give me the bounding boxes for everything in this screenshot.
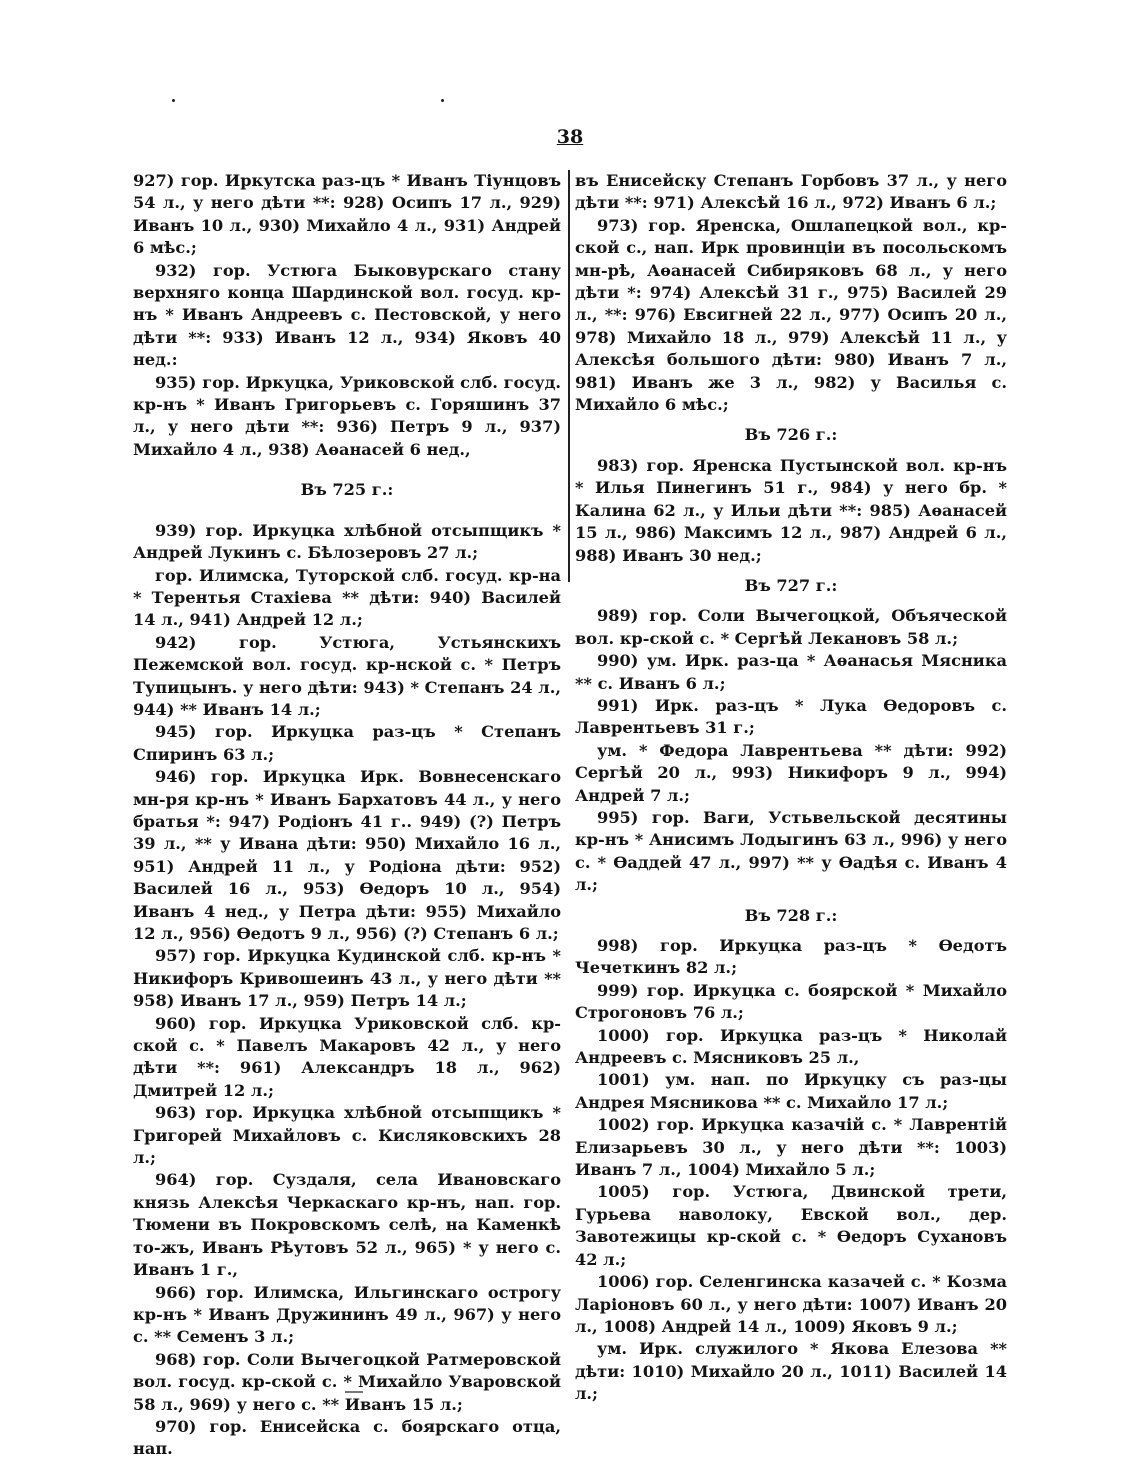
entry-paragraph: 989) гор. Соли Вычегоцкой, Объяческой вол. кр-ской с. * Сергѣй Лекановъ 58 л.; [575,606,1007,648]
entry-paragraph: 932) гор. Устюга Быковурскаго стану верхняго конца Шардинской вол. госуд. кр-нъ * Иванъ Андреевъ с. Пестовской, у него дѣти **: 933) Иванъ 12 л., 934) Яковъ 40 нед.: [133,260,561,370]
year-heading: Въ 728 г.: [744,905,838,925]
year-heading: Въ 727 г.: [744,575,838,595]
entry-paragraph: ум. Ирк. служилого * Якова Елезова ** дѣти: 1010) Михайло 20 л., 1011) Василей 14 л.; [575,1339,1007,1404]
entry-paragraph: 1001) ум. нап. по Иркуцку съ раз-цы Андрея Мясникова ** с. Михайло 17 л.; [575,1070,1007,1112]
entry-paragraph: 1000) гор. Иркуцка раз-цъ * Николай Андреевъ с. Мясниковъ 25 л., [575,1025,1007,1068]
entry-paragraph: 990) ум. Ирк. раз-ца * Аѳанасья Мясника ** с. Иванъ 6 л.; [575,651,1007,693]
entry-paragraph: ум. * Федора Лаврентьева ** дѣти: 992) Сергѣй 20 л., 993) Никифоръ 9 л., 994) Андрей 7 л.; [575,740,1007,805]
entry-paragraph: 939) гор. Иркуцка хлѣбной отсыпщикъ * Андрей Лукинъ с. Бѣлозеровъ 27 л.; [133,520,561,563]
right-column [575,170,1007,1406]
entry-paragraph: 964) гор. Суздаля, села Ивановскаго князь Алексѣя Черкаскаго кр-нъ, нап. гор. Тюмени въ Покровскомъ селѣ, на Каменкѣ то-жъ, Иванъ Рѣутовъ 52 л., 965) * у него с. Иванъ 1 г., [133,1170,561,1280]
entry-paragraph: 995) гор. Ваги, Устьвельской десятины кр-нъ * Анисимъ Лодыгинъ 63 л., 996) у него с. * Ѳаддей 47 л., 997) ** у Ѳадѣя с. Иванъ 4 л.; [575,807,1007,895]
year-heading: Въ 725 г.: [300,480,394,500]
entry-paragraph: 935) гор. Иркуцка, Уриковской слб. госуд. кр-нъ * Иванъ Григорьевъ с. Горяшинъ 37 л., у него дѣти **: 936) Петръ 9 л., 937) Михайло 4 л., 938) Аѳанасей 6 нед., [133,372,561,459]
entry-paragraph: 963) гор. Иркуцка хлѣбной отсыпщикъ * Григорей Михайловъ с. Кисляковскихъ 28 л.; [133,1103,561,1168]
footer-mark [345,1391,363,1393]
entry-paragraph: 966) гор. Илимска, Ильгинскаго острогу кр-нъ * Иванъ Дружининъ 49 л., 967) у него с. ** Семенъ 3 л.; [133,1282,561,1347]
continued-paragraph: 927) гор. Иркутска раз-цъ * Иванъ Тіунцовъ 54 л., у него дѣти **: 928) Осипъ 17 л., 929) Иванъ 10 л., 930) Михайло 4 л., 931) Андрей 6 мѣс.; [133,171,561,258]
year-heading: Въ 726 г.: [744,425,838,445]
entry-paragraph: 968) гор. Соли Вычегоцкой Ратмеровской вол. госуд. кр-ской с. * Михайло Уваровской 58 л., 969) у него с. ** Иванъ 15 л.; [133,1349,561,1414]
entry-paragraph: 942) гор. Устюга, Устьянскихъ Пежемской вол. госуд. кр-нской с. * Петръ Тупицынъ. у него дѣти: 943) * Степанъ 24 л., 944) ** Иванъ 14 л.; [133,632,561,719]
entry-paragraph: 946) гор. Иркуцка Ирк. Вовнесенскаго мн-ря кр-нъ * Иванъ Бархатовъ 44 л., у него братья *: 947) Родіонъ 41 г.. 949) (?) Петръ 39 л., ** у Ивана дѣти: 950) Михайло 16 л., 951) Андрей 11 л., у Родіона дѣти: 952) Василей 16 л., 953) Ѳедоръ 10 л., 954) Иванъ 4 нед., у Петра дѣти: 955) Михайло 12 л., 956) Ѳедотъ 9 л., 956) (?) Степанъ 6 л.; [133,767,561,943]
entry-paragraph: 957) гор. Иркуцка Кудинской слб. кр-нъ * Никифоръ Кривошеинъ 43 л., у него дѣти ** 958) Иванъ 17 л., 959) Петръ 14 л.; [133,946,561,1011]
page-number: 38 [556,126,584,148]
entry-paragraph: 983) гор. Яренска Пустынской вол. кр-нъ * Илья Пинегинъ 51 г., 984) у него бр. * Калина 62 л., у Ильи дѣти **: 985) Аѳанасей 15 л., 986) Максимъ 12 л., 987) Андрей 6 л., 988) Иванъ 30 нед.; [575,455,1007,565]
entry-paragraph: 960) гор. Иркуцка Уриковской слб. кр-ской с. * Павелъ Макаровъ 42 л., у него дѣти **: 961) Александръ 18 л., 962) Дмитрей 12 л.; [133,1013,561,1100]
column-divider [568,170,570,582]
entry-paragraph: 991) Ирк. раз-цъ * Лука Ѳедоровъ с. Лаврентьевъ 31 г.; [575,695,1007,738]
entry-paragraph: 1002) гор. Иркуцка казачій с. * Лаврентій Елизарьевъ 30 л., у него дѣти **: 1003) Иванъ 7 л., 1004) Михайло 5 л.; [575,1115,1007,1180]
entry-paragraph: 998) гор. Иркуцка раз-цъ * Ѳедотъ Чечеткинъ 82 л.; [575,936,1007,978]
entry-paragraph: гор. Илимска, Туторской слб. госуд. кр-на * Терентья Стахіева ** дѣти: 940) Василей 14 л., 941) Андрей 12 л.; [133,565,561,630]
scan-speck [441,99,444,102]
scan-speck [172,99,175,102]
left-column [133,170,561,1461]
entry-paragraph: 970) гор. Енисейска с. боярскаго отца, нап. [133,1416,561,1459]
entry-paragraph: 945) гор. Иркуцка раз-цъ * Степанъ Спиринъ 63 л.; [133,722,561,764]
entry-paragraph: 973) гор. Яренска, Ошлапецкой вол., кр-ской с., нап. Ирк провинціи въ посольскомъ мн-рѣ, Аѳанасей Сибиряковъ 68 л., у него дѣти *: 974) Алексѣй 31 г., 975) Василей 29 л., **: 976) Евсигней 22 л., 977) Осипъ 20 л., 978) Михайло 18 л., 979) Алексѣй 11 л., у Алексѣя большого дѣти: 980) Иванъ 7 л., 981) Иванъ же 3 л., 982) у Василья с. Михайло 6 мѣс.; [575,215,1007,415]
entry-paragraph: 1006) гор. Селенгинска казачей с. * Козма Ларіоновъ 60 л., у него дѣти: 1007) Иванъ 20 л., 1008) Андрей 14 л., 1009) Яковъ 9 л.; [575,1272,1007,1336]
entry-paragraph: 1005) гор. Устюга, Двинской трети, Гурьева наволоку, Евской вол., дер. Завотежицы кр-ской с. * Ѳедоръ Сухановъ 42 л.; [575,1182,1007,1269]
entry-paragraph: 999) гор. Иркуцка с. боярской * Михайло Строгоновъ 76 л.; [575,980,1007,1023]
continued-paragraph: въ Енисейску Степанъ Горбовъ 37 л., у него дѣти **: 971) Алексѣй 16 л., 972) Иванъ 6 л.; [575,171,1007,213]
